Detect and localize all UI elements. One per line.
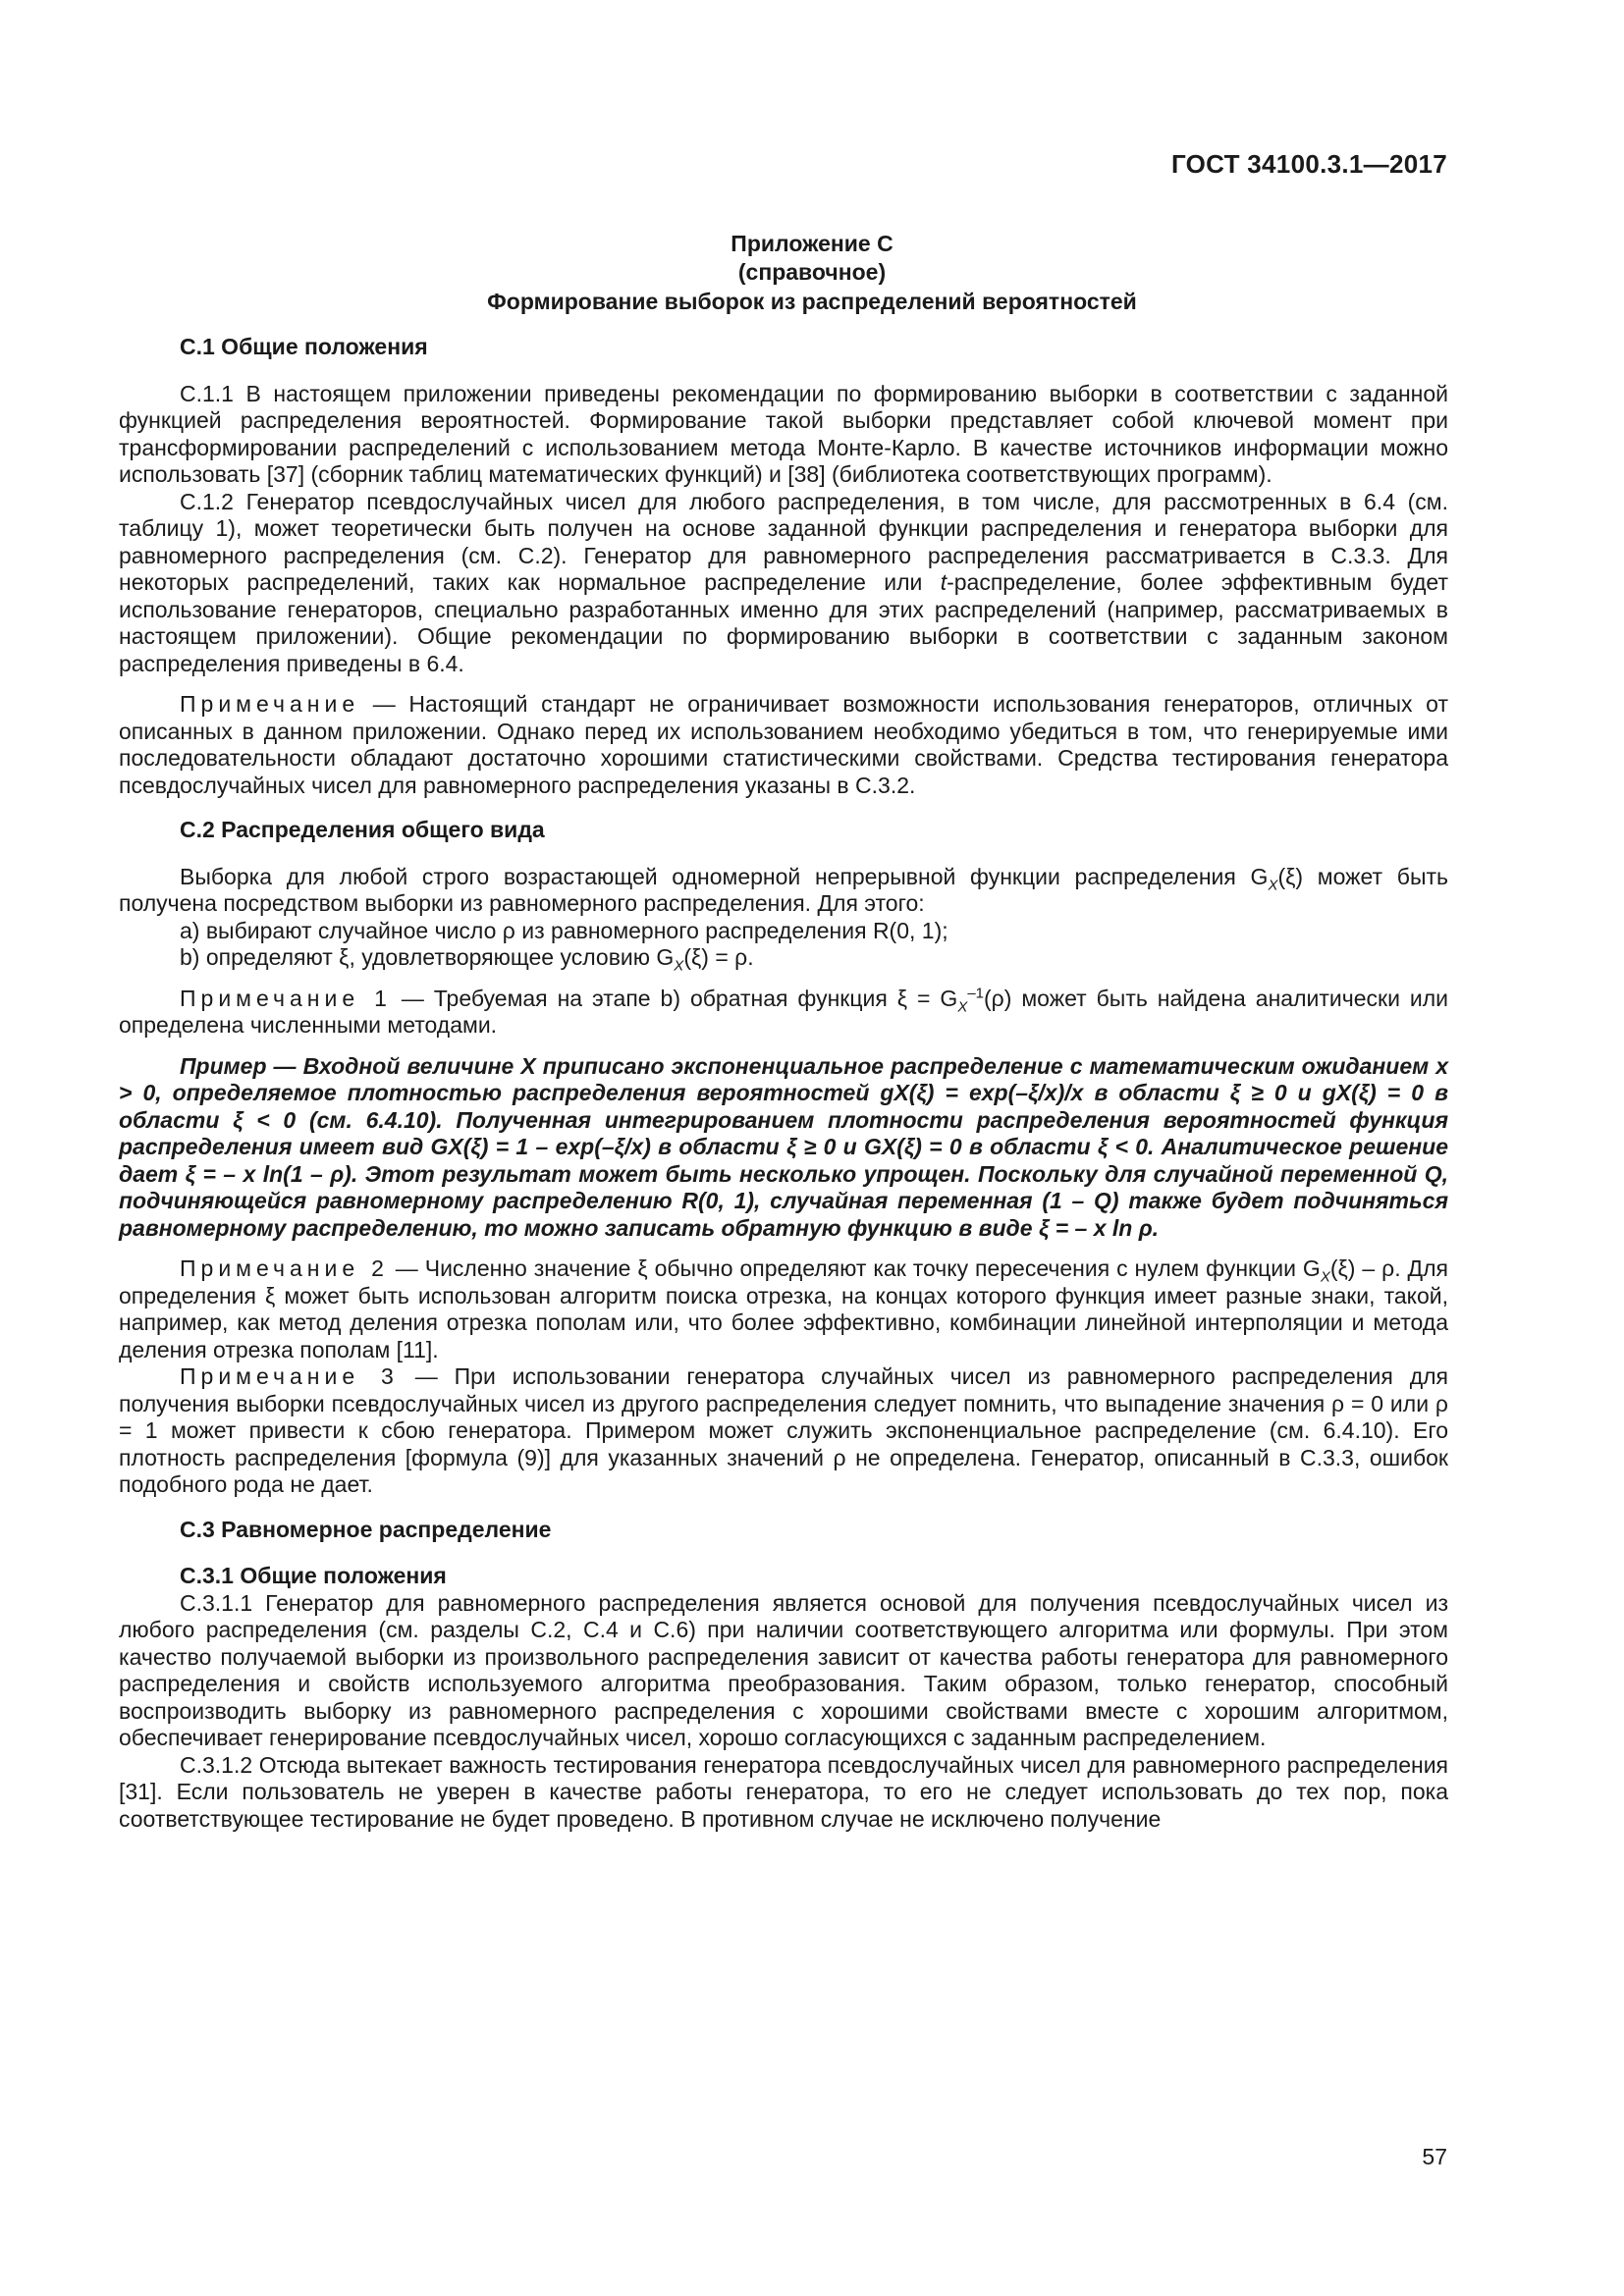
note-1: Примечание 1 — Требуемая на этапе b) обратная функция $\xi = G_X^{-1}(\rho)$ может быть найдена аналитически или определена численными методами. (119, 984, 1448, 1038)
paragraph-c1-1: С.1.1 В настоящем приложении приведены рекомендации по формированию выборки в соответствии с заданной функцией распределения вероятностей. Формирование такой выборки представляет собой ключевой момент при трансформировании распределений с использованием метода Монте-Карло. В качестве источников информации можно использовать [37] (сборник таблиц математических функций) и [38] (библиотека соответствующих программ). (119, 380, 1448, 487)
section-c3-heading: С.3 Равномерное распределение (180, 1516, 552, 1542)
section-c2-heading: С.2 Распределения общего вида (180, 817, 545, 842)
paragraph-c1-2: С.1.2 Генератор псевдослучайных чисел для любого распределения, в том числе, для рассмотренных в 6.4 (см. таблицу 1), может теоретически быть получен на основе заданной функции распределения и генератора выборки для равномерного распределения (см. С.2). Генератор для равномерного распределения рассматривается в С.3.3. Для некоторых распределений, таких как нормальное распределение или t-распределение, более эффективным будет использование генераторов, специально разработанных именно для этих распределений (например, рассматриваемых в настоящем приложении). Общие рекомендации по формированию выборки в соответствии с заданным законом распределения приведены в 6.4. (119, 488, 1448, 676)
page-number: 57 (1422, 2144, 1447, 2169)
appendix-title: Приложение С (731, 231, 893, 256)
note-2: Примечание 2 — Численно значение ξ обычно определяют как точку пересечения с нулем функции $G_X(\xi)$ – ρ. Для определения ξ может быть использован алгоритм поиска отрезка, на концах которого функция имеет разные знаки, такой, например, как метод деления отрезка пополам или, что более эффективно, комбинации линейной интерполяции и метода деления отрезка пополам [11]. (119, 1255, 1448, 1362)
paragraph-c3-1-1: С.3.1.1 Генератор для равномерного распределения является основой для получения псевдослучайных чисел из любого распределения (см. разделы С.2, С.4 и С.6) при наличии соответствующего алгоритма или формулы. При этом качество получаемой выборки из произвольного распределения зависит от качества работы генератора для равномерного распределения и свойств используемого алгоритма преобразования. Таким образом, только генератор, способный воспроизводить выборку из равномерного распределения с хорошими свойствами вместе с хорошим алгоритмом, обеспечивает генерирование псевдослучайных чисел, хорошо согласующихся с заданным распределением. (119, 1589, 1448, 1750)
example: Пример — Входной величине X приписано экспоненциальное распределение с математическим ожиданием x > 0, определяемое плотностью распределения вероятностей gX(ξ) = exp(–ξ/x)/x в области ξ ≥ 0 и gX(ξ) = 0 в области ξ < 0 (см. 6.4.10). Полученная интегрированием плотности распределения вероятностей функция распределения имеет вид GX(ξ) = 1 – exp(–ξ/x) в области ξ ≥ 0 и GX(ξ) = 0 в области ξ < 0. Аналитическое решение дает ξ = – x ln(1 – ρ). Этот результат может быть несколько упрощен. Поскольку для случайной переменной Q, подчиняющейся равномерному распределению R(0, 1), случайная переменная (1 – Q) также будет подчиняться равномерному распределению, то можно записать обратную функцию в виде ξ = – x ln ρ. (119, 1052, 1448, 1241)
standard-number: ГОСТ 34100.3.1—2017 (1170, 149, 1447, 179)
note: Примечание — Настоящий стандарт не ограничивает возможности использования генераторов, отличных от описанных в данном приложении. Однако перед их использованием необходимо убедиться в том, что генерируемые ими последовательности обладают достаточно хорошими статистическими свойствами. Средства тестирования генератора псевдослучайных чисел для равномерного распределения указаны в С.3.2. (119, 691, 1448, 798)
section-c3-1-heading: С.3.1 Общие положения (180, 1563, 447, 1588)
paragraph-c2-intro: Выборка для любой строго возрастающей одномерной непрерывной функции распределения $G_X(\xi)$ может быть получена посредством выборки из равномерного распределения. Для этого: (119, 863, 1448, 916)
document-body (119, 334, 1448, 1833)
list-item-b: b) определяют ξ, удовлетворяющее условию $G_X(\xi) = \rho$. (180, 944, 754, 975)
section-c1-heading: С.1 Общие положения (180, 334, 428, 359)
appendix-heading: Формирование выборок из распределений вероятностей (487, 289, 1137, 314)
paragraph-c3-1-2: С.3.1.2 Отсюда вытекает важность тестирования генератора псевдослучайных чисел для равномерного распределения [31]. Если пользователь не уверен в качестве работы генератора, то его не следует использовать до тех пор, пока соответствующее тестирование не будет проведено. В противном случае не исключено получение (119, 1751, 1448, 1832)
appendix-type: (справочное) (737, 259, 887, 285)
note-3: Примечание 3 — При использовании генератора случайных чисел из равномерного распределения для получения выборки псевдослучайных чисел из другого распределения следует помнить, что выпадение значения ρ = 0 или ρ = 1 может привести к сбою генератора. Примером может служить экспоненциальное распределение (см. 6.4.10). Его плотность распределения [формула (9)] для указанных значений ρ не определена. Генератор, описанный в С.3.3, ошибок подобного рода не дает. (119, 1363, 1448, 1497)
list-item-a: a) выбирают случайное число ρ из равномерного распределения R(0, 1); (180, 917, 948, 943)
